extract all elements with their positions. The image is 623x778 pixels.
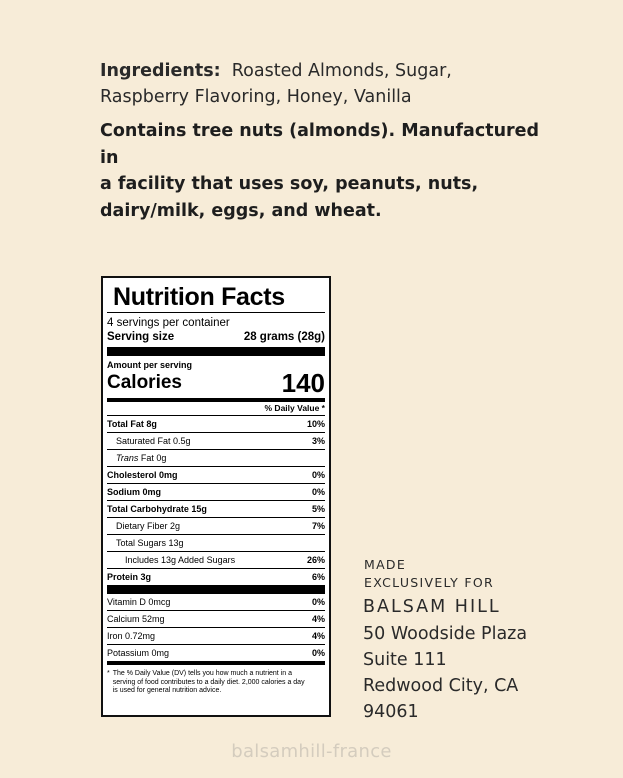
nutrient-percent: 7% — [311, 521, 325, 531]
made-line-2: EXCLUSIVELY FOR — [364, 575, 494, 590]
vitamin-percent: 4% — [311, 614, 325, 624]
nutrient-row — [107, 568, 325, 585]
nutrient-row — [107, 466, 325, 483]
nutrition-facts-title: Nutrition Facts — [113, 283, 285, 311]
nutrient-percent: 3% — [311, 436, 325, 446]
divider-thick — [107, 585, 325, 594]
watermark: balsamhill-france — [231, 741, 392, 762]
ingredients-line-1: Roasted Almonds, Sugar, — [231, 61, 452, 81]
allergen-line-3: dairy/milk, eggs, and wheat. — [100, 200, 382, 221]
divider-thick — [107, 347, 325, 356]
serving-size-value: 28 grams (28g) — [243, 331, 325, 343]
allergen-line-1: Contains tree nuts (almonds). Manufactured in — [100, 121, 540, 168]
brand-name: BALSAM HILL — [363, 597, 501, 617]
calories-label: Calories — [107, 372, 182, 393]
nutrient-name: Dietary Fiber 2g — [116, 521, 181, 531]
nutrient-row — [107, 500, 325, 517]
footnote-text: The % Daily Value (DV) tells you how much a nutrient in a serving of food contributes to a daily diet. 2,000 calories a day is used for general nutrition advice. — [112, 670, 305, 694]
nutrient-name: Saturated Fat 0.5g — [116, 436, 191, 446]
trans-fat-label: Fat 0g — [138, 453, 167, 463]
calories-value: 140 — [281, 368, 325, 398]
address-line-3: Redwood City, CA — [363, 676, 519, 696]
nutrient-percent: 0% — [311, 470, 325, 480]
ingredients-label: Ingredients: — [100, 61, 221, 81]
nutrient-row — [107, 483, 325, 500]
nutrient-name: Includes 13g Added Sugars — [125, 555, 236, 565]
nutrient-name: Protein 3g — [107, 572, 152, 582]
amount-per-serving: Amount per serving — [107, 360, 193, 370]
vitamin-name: Vitamin D 0mcg — [107, 597, 171, 607]
divider — [107, 312, 325, 313]
calories-row — [107, 370, 325, 396]
footnote-star: * — [107, 670, 110, 677]
trans-prefix: Trans — [116, 453, 139, 463]
vitamin-row — [107, 627, 325, 644]
vitamin-row — [107, 594, 325, 610]
made-exclusively-label — [364, 556, 564, 592]
daily-value-header: % Daily Value * — [264, 403, 325, 413]
allergen-line-2: a facility that uses soy, peanuts, nuts, — [100, 174, 479, 194]
nutrient-row — [107, 415, 325, 432]
allergen-statement — [100, 118, 540, 224]
nutrient-row — [107, 517, 325, 534]
nutrient-percent: 10% — [306, 419, 325, 429]
nutrient-row — [107, 551, 325, 568]
vitamin-row — [107, 644, 325, 661]
vitamin-percent: 0% — [311, 648, 325, 658]
vitamin-percent: 4% — [311, 631, 325, 641]
nutrient-name: Total Carbohydrate 15g — [107, 504, 207, 514]
nutrient-percent: 0% — [311, 487, 325, 497]
vitamin-percent: 0% — [311, 597, 325, 607]
divider-medium — [107, 661, 325, 665]
address-line-1: 50 Woodside Plaza — [363, 624, 528, 644]
address — [363, 621, 603, 725]
serving-size-label: Serving size — [107, 331, 175, 343]
nutrient-row — [107, 449, 325, 466]
nutrient-name: Sodium 0mg — [107, 487, 162, 497]
nutrient-name: Total Fat 8g — [107, 419, 157, 429]
ingredients-text — [100, 58, 540, 110]
vitamin-row — [107, 610, 325, 627]
nutrient-percent: 5% — [311, 504, 325, 514]
nutrient-name — [107, 450, 166, 466]
nutrient-row — [107, 432, 325, 449]
nutrient-name: Total Sugars 13g — [116, 538, 184, 548]
address-line-2: Suite 111 — [363, 650, 447, 670]
nutrient-percent: 26% — [306, 555, 325, 565]
nutrient-percent: 6% — [311, 572, 325, 582]
vitamin-name: Iron 0.72mg — [107, 631, 156, 641]
vitamin-name: Potassium 0mg — [107, 648, 170, 658]
nutrition-facts-panel — [101, 276, 331, 717]
serving-size-row — [107, 330, 325, 344]
made-line-1: MADE — [364, 557, 407, 572]
nutrient-name: Cholesterol 0mg — [107, 470, 178, 480]
vitamin-name: Calcium 52mg — [107, 614, 165, 624]
nutrient-row — [107, 534, 325, 551]
servings-per-container: 4 servings per container — [107, 317, 230, 329]
daily-value-footnote — [107, 670, 325, 696]
ingredients-line-2: Raspberry Flavoring, Honey, Vanilla — [100, 87, 412, 107]
address-line-4: 94061 — [363, 702, 419, 722]
